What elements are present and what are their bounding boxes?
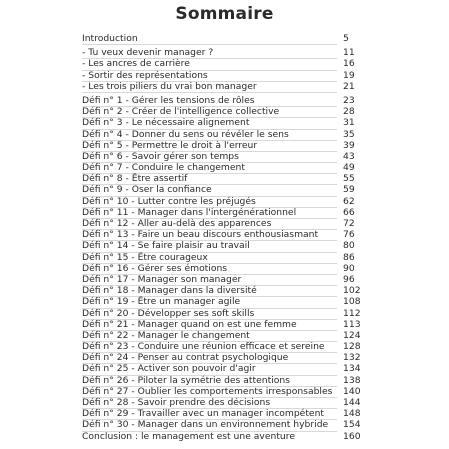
toc-entry [82, 431, 372, 442]
toc-entry-label: Défi n° 4 - Donner du sens ou révéler le sens [82, 129, 337, 141]
toc-entry-page-number: 86 [343, 251, 355, 263]
toc-entry-label: Défi n° 11 - Manager dans l'intergénérationnel [82, 207, 337, 219]
toc-entry-page-number: 160 [343, 430, 361, 442]
toc-entry-page-number: 154 [343, 419, 361, 431]
toc-entry-label: Défi n° 23 - Conduire une réunion efficace et sereine [82, 341, 337, 353]
toc-entry [82, 106, 372, 117]
toc-entry-page-number: 108 [343, 296, 361, 308]
toc-entry-page-number: 11 [343, 47, 355, 59]
toc-entry-label: Défi n° 29 - Travailler avec un manager incompétent [82, 408, 337, 420]
toc-entry-label: Défi n° 19 - Être un manager agile [82, 296, 337, 308]
toc-entry-page-number: 113 [343, 318, 361, 330]
toc-entry-label: Défi n° 22 - Manager le changement [82, 330, 337, 342]
toc-entry [82, 70, 372, 81]
toc-entry [82, 58, 372, 69]
toc-entry-page-number: 66 [343, 206, 355, 218]
toc-entry [82, 363, 372, 374]
toc-entry [82, 341, 372, 352]
toc-entry-page-number: 28 [343, 106, 355, 118]
toc-entry [82, 352, 372, 363]
toc-entry [82, 218, 372, 229]
toc-entry-label: Défi n° 14 - Se faire plaisir au travail [82, 240, 337, 252]
toc-entry [82, 117, 372, 128]
toc-entry-label: Défi n° 25 - Activer son pouvoir d'agir [82, 363, 337, 375]
toc-entry-label: Défi n° 10 - Lutter contre les préjugés [82, 196, 337, 208]
toc-entry-page-number: 55 [343, 173, 355, 185]
toc-entry [82, 95, 372, 106]
toc-entry-page-number: 21 [343, 80, 355, 92]
toc-entry-page-number: 134 [343, 363, 361, 375]
toc-entry [82, 330, 372, 341]
toc-entry-page-number: 80 [343, 240, 355, 252]
toc-entry [82, 296, 372, 307]
toc-entry [82, 319, 372, 330]
toc-entry-label: Défi n° 27 - Oublier les comportements irresponsables [82, 386, 337, 398]
toc-entry-label: Défi n° 7 - Conduire le changement [82, 162, 337, 174]
toc-entry [82, 173, 372, 184]
toc-entry [82, 252, 372, 263]
toc-entry-page-number: 124 [343, 329, 361, 341]
toc-entry-label: Conclusion : le management est une aventure [82, 430, 295, 442]
toc-entry [82, 47, 372, 58]
toc-entry-label: Défi n° 6 - Savoir gérer son temps [82, 151, 337, 163]
toc-entry-label: Défi n° 17 - Manager son manager [82, 274, 337, 286]
toc-entry [82, 196, 372, 207]
toc-entry-page-number: 5 [343, 33, 349, 44]
toc-entry-page-number: 144 [343, 397, 361, 408]
toc-entry [82, 408, 372, 419]
toc-entry [82, 397, 372, 408]
toc-entry-label: - Les ancres de carrière [82, 58, 337, 70]
toc-entry-label: Défi n° 16 - Gérer ses émotions [82, 263, 337, 275]
toc-entry-page-number: 59 [343, 184, 355, 196]
toc-entry-label: Défi n° 9 - Oser la confiance [82, 184, 337, 196]
toc-entry-page-number: 102 [343, 285, 361, 297]
toc-entry-label: Défi n° 3 - Le nécessaire alignement [82, 117, 337, 129]
toc-entry [82, 386, 372, 397]
page-title: Sommaire [175, 4, 274, 24]
toc-entry-label: Défi n° 28 - Savoir prendre des décisions [82, 397, 337, 409]
toc-entry [82, 129, 372, 140]
toc-entry [82, 229, 372, 240]
toc-entry-label: Défi n° 26 - Piloter la symétrie des attentions [82, 375, 337, 387]
toc-entry-label: Défi n° 20 - Développer ses soft skills [82, 308, 337, 320]
toc-entry-page-number: 43 [343, 150, 355, 162]
toc-entry-page-number: 138 [343, 374, 361, 386]
toc-entry [82, 33, 372, 44]
table-of-contents [82, 33, 372, 442]
toc-entry-page-number: 31 [343, 117, 355, 129]
toc-entry-label: Défi n° 1 - Gérer les tensions de rôles [82, 95, 337, 107]
toc-entry [82, 81, 372, 92]
toc-entry [82, 274, 372, 285]
toc-entry [82, 140, 372, 151]
toc-entry-label: - Sortir des représentations [82, 70, 337, 82]
toc-entry-page-number: 90 [343, 262, 355, 274]
toc-entry-page-number: 39 [343, 139, 355, 151]
toc-entry-page-number: 96 [343, 273, 355, 285]
toc-entry-label: Défi n° 15 - Être courageux [82, 252, 337, 264]
toc-entry [82, 151, 372, 162]
toc-entry-label: Défi n° 2 - Créer de l'intelligence collective [82, 106, 337, 118]
toc-entry [82, 285, 372, 296]
toc-entry-label: Défi n° 5 - Permettre le droit à l'erreur [82, 140, 337, 152]
toc-entry-label: Défi n° 24 - Penser au contrat psychologique [82, 352, 337, 364]
toc-entry [82, 375, 372, 386]
toc-entry [82, 240, 372, 251]
toc-entry-page-number: 49 [343, 162, 355, 174]
toc-entry-label: Défi n° 30 - Manager dans un environnement hybride [82, 419, 337, 431]
toc-entry-page-number: 35 [343, 128, 355, 140]
toc-entry-page-number: 16 [343, 58, 355, 70]
toc-entry-page-number: 23 [343, 94, 355, 106]
toc-entry-label: Défi n° 18 - Manager dans la diversité [82, 285, 337, 297]
toc-entry [82, 207, 372, 218]
toc-entry-page-number: 72 [343, 218, 355, 229]
toc-entry-label: - Tu veux devenir manager ? [82, 47, 337, 59]
toc-entry [82, 308, 372, 319]
toc-entry-page-number: 19 [343, 69, 355, 81]
toc-entry-label: Défi n° 12 - Aller au-delà des apparences [82, 218, 337, 230]
toc-entry-page-number: 76 [343, 229, 355, 241]
toc-entry [82, 263, 372, 274]
toc-entry-page-number: 132 [343, 352, 361, 364]
toc-entry-label: Introduction [82, 33, 337, 45]
toc-entry-label: Défi n° 8 - Être assertif [82, 173, 337, 185]
toc-entry-page-number: 112 [343, 307, 361, 319]
toc-entry-page-number: 128 [343, 341, 361, 353]
toc-entry-page-number: 62 [343, 195, 355, 207]
toc-entry-page-number: 148 [343, 408, 361, 420]
toc-entry-label: Défi n° 13 - Faire un beau discours enthousiasmant [82, 229, 337, 241]
toc-entry-label: Défi n° 21 - Manager quand on est une femme [82, 319, 337, 331]
toc-entry-page-number: 140 [343, 385, 361, 397]
toc-entry-label: - Les trois piliers du vrai bon manager [82, 81, 337, 93]
toc-entry [82, 162, 372, 173]
toc-entry [82, 419, 372, 430]
toc-entry [82, 184, 372, 195]
